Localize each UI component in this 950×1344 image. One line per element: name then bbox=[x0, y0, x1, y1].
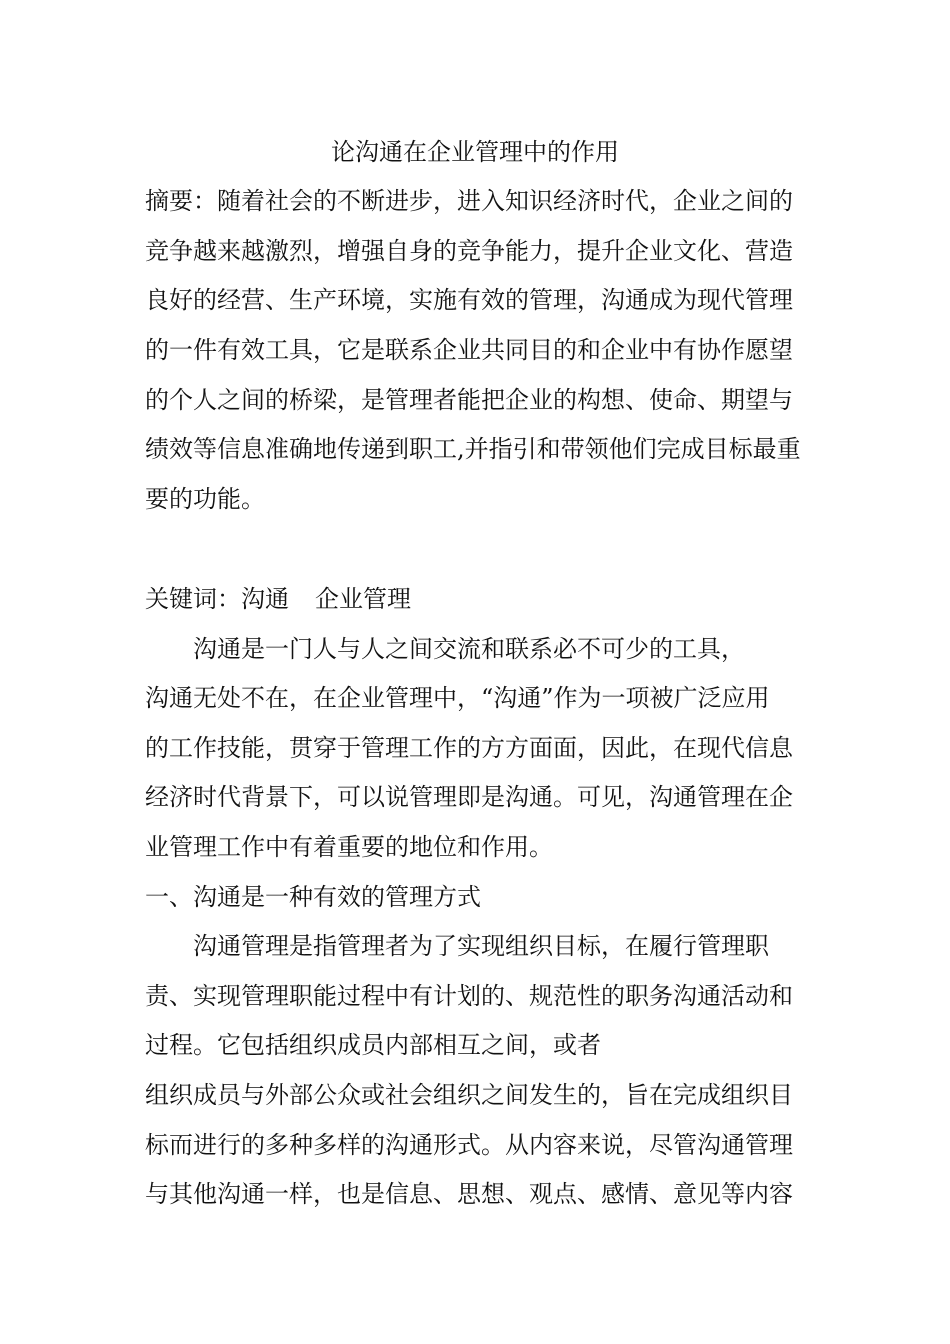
paragraph-line: 业管理工作中有着重要的地位和作用。 bbox=[145, 833, 553, 861]
paragraph-line: 经济时代背景下，可以说管理即是沟通。可见，沟通管理在企 bbox=[145, 783, 793, 811]
abstract-line: 要的功能。 bbox=[145, 485, 265, 513]
paragraph-line: 沟通无处不在，在企业管理中，“沟通”作为一项被广泛应用 bbox=[145, 684, 770, 712]
paragraph-line: 的工作技能，贯穿于管理工作的方方面面，因此，在现代信息 bbox=[145, 734, 793, 762]
abstract-line: 摘要：随着社会的不断进步，进入知识经济时代，企业之间的 bbox=[145, 187, 793, 215]
keyword-term: 企业管理 bbox=[315, 585, 411, 613]
abstract-line: 的个人之间的桥梁，是管理者能把企业的构想、使命、期望与 bbox=[145, 386, 793, 414]
paragraph-line: 与其他沟通一样，也是信息、思想、观点、感情、意见等内容 bbox=[145, 1180, 793, 1208]
abstract-line: 的一件有效工具，它是联系企业共同目的和企业中有协作愿望 bbox=[145, 336, 793, 364]
paragraph-line: 组织成员与外部公众或社会组织之间发生的，旨在完成组织目 bbox=[145, 1081, 793, 1109]
paragraph-line: 沟通管理是指管理者为了实现组织目标，在履行管理职 bbox=[193, 932, 769, 960]
paragraph-line: 沟通是一门人与人之间交流和联系必不可少的工具， bbox=[193, 635, 745, 663]
keywords-label: 关键词：沟通 bbox=[145, 585, 289, 613]
document-title: 论沟通在企业管理中的作用 bbox=[331, 138, 619, 166]
abstract-line: 竞争越来越激烈，增强自身的竞争能力，提升企业文化、营造 bbox=[145, 237, 793, 265]
paragraph-line: 责、实现管理职能过程中有计划的、规范性的职务沟通活动和 bbox=[145, 982, 793, 1010]
keywords-line bbox=[145, 583, 825, 615]
paragraph-line: 过程。它包括组织成员内部相互之间，或者 bbox=[145, 1031, 601, 1059]
abstract-line: 绩效等信息准确地传递到职工,并指引和带领他们完成目标最重 bbox=[145, 435, 801, 463]
paragraph-line: 标而进行的多种多样的沟通形式。从内容来说，尽管沟通管理 bbox=[145, 1131, 793, 1159]
section-heading: 一、沟通是一种有效的管理方式 bbox=[145, 883, 481, 911]
abstract-line: 良好的经营、生产环境，实施有效的管理，沟通成为现代管理 bbox=[145, 286, 793, 314]
